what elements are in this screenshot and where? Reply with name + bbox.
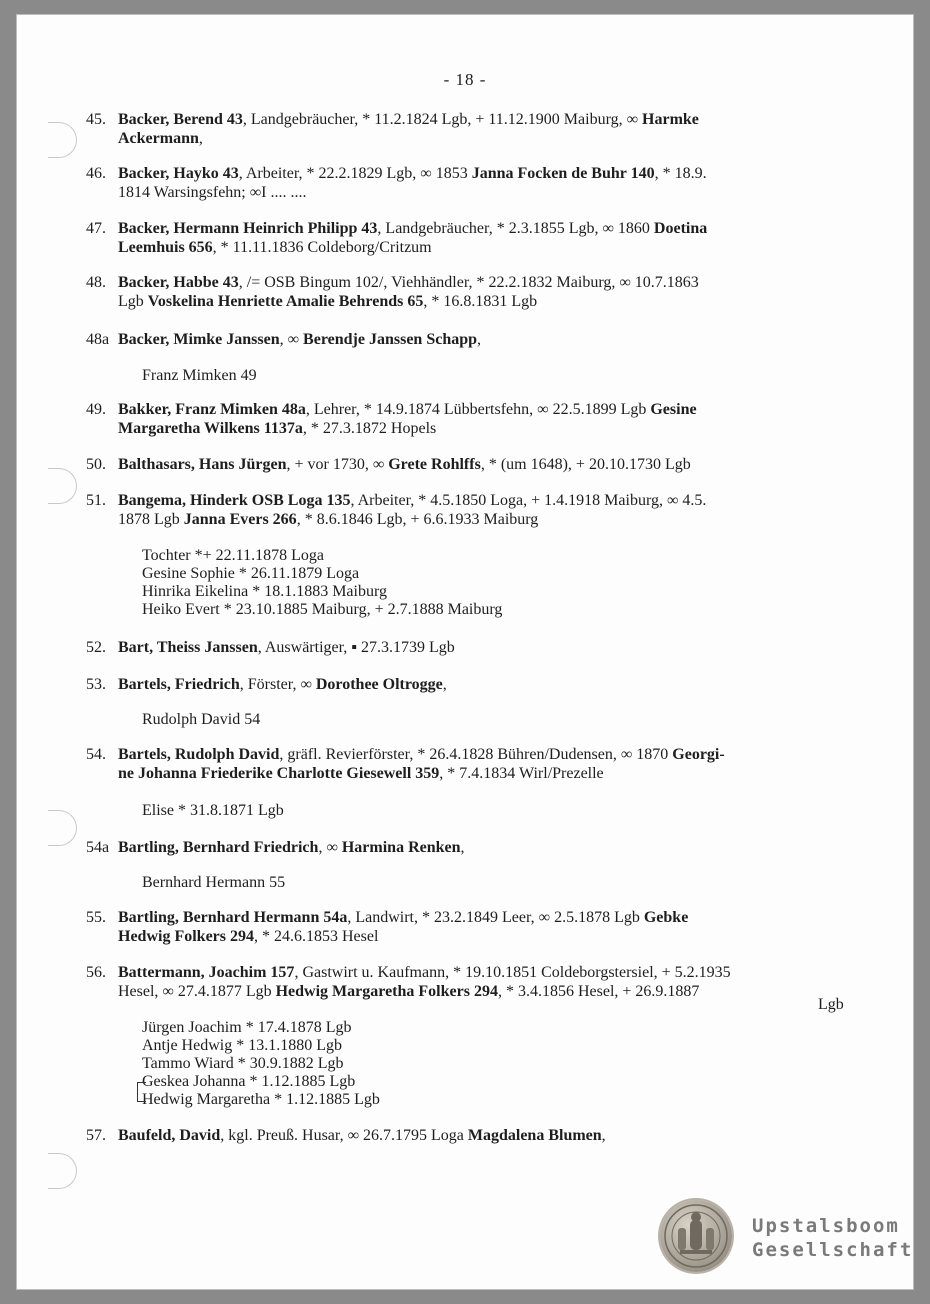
- page-number: - 18 -: [443, 70, 487, 89]
- child-line: Bernhard Hermann 55: [142, 874, 286, 891]
- entry-52: 52. Bart, Theiss Janssen, Auswärtiger, ▪ 27.3.1739 Lgb: [86, 639, 455, 656]
- entry-48a: 48a Backer, Mimke Janssen, ∞ Berendje Janssen Schapp,: [86, 331, 482, 348]
- child-line: Tochter *+ 22.11.1878 Loga: [142, 547, 324, 564]
- entry-49: 49. Bakker, Franz Mimken 48a, Lehrer, * 14.9.1874 Lübbertsfehn, ∞ 22.5.1899 Lgb Gesine Margaretha Wilkens 1137a, * 27.3.1872 Hopels: [86, 401, 697, 437]
- entry-46: 46. Backer, Hayko 43, Arbeiter, * 22.2.1829 Lgb, ∞ 1853 Janna Focken de Buhr 140, * 18.9. 1814 Warsingsfehn; ∞I .... ....: [86, 165, 707, 201]
- society-logo-text: Upstalsboom Gesellschaft: [752, 1215, 914, 1261]
- entry-51: 51. Bangema, Hinderk OSB Loga 135, Arbeiter, * 4.5.1850 Loga, + 1.4.1918 Maiburg, ∞ 4.5. 1878 Lgb Janna Evers 266, * 8.6.1846 Lgb, + 6.6.1933 Maiburg: [86, 492, 707, 528]
- child-line: Rudolph David 54: [142, 711, 261, 728]
- society-seal-icon: [660, 1200, 732, 1272]
- child-line: Elise * 31.8.1871 Lgb: [142, 802, 284, 819]
- children-list: [142, 1019, 380, 1109]
- entry-48: 48. Backer, Habbe 43, /= OSB Bingum 102/, Viehhändler, * 22.2.1832 Maiburg, ∞ 10.7.1863 Lgb Voskelina Henriette Amalie Behrends 65, * 16.8.1831 Lgb: [86, 274, 699, 310]
- child-line: Heiko Evert * 23.10.1885 Maiburg, + 2.7.1888 Maiburg: [142, 601, 503, 618]
- continuation-text: Lgb: [818, 996, 844, 1013]
- child-line: Geskea Johanna * 1.12.1885 Lgb: [142, 1073, 356, 1090]
- twin-bracket: [137, 1082, 146, 1102]
- entry-55: 55. Bartling, Bernhard Hermann 54a, Landwirt, * 23.2.1849 Leer, ∞ 2.5.1878 Lgb Gebke Hedwig Folkers 294, * 24.6.1853 Hesel: [86, 909, 689, 945]
- child-line: Hedwig Margaretha * 1.12.1885 Lgb: [142, 1091, 380, 1108]
- entry-54a: 54a Bartling, Bernhard Friedrich, ∞ Harmina Renken,: [86, 839, 465, 856]
- entry-56: 56. Battermann, Joachim 157, Gastwirt u. Kaufmann, * 19.10.1851 Coldeborgstersiel, + 5.2.1935 Hesel, ∞ 27.4.1877 Lgb Hedwig Margaretha Folkers 294, * 3.4.1856 Hesel, + 26.9.1887: [86, 964, 731, 1000]
- entry-45: 45. Backer, Berend 43, Landgebräucher, * 11.2.1824 Lgb, + 11.12.1900 Maiburg, ∞ Harmke Ackermann,: [86, 111, 699, 147]
- entry-57: 57. Baufeld, David, kgl. Preuß. Husar, ∞ 26.7.1795 Loga Magdalena Blumen,: [86, 1127, 606, 1144]
- entry-53: 53. Bartels, Friedrich, Förster, ∞ Dorothee Oltrogge,: [86, 676, 447, 693]
- children-list: [142, 547, 502, 619]
- child-line: Hinrika Eikelina * 18.1.1883 Maiburg: [142, 583, 387, 600]
- child-line: Antje Hedwig * 13.1.1880 Lgb: [142, 1037, 342, 1054]
- child-line: Gesine Sophie * 26.11.1879 Loga: [142, 565, 360, 582]
- entry-54: 54. Bartels, Rudolph David, gräfl. Revierförster, * 26.4.1828 Bühren/Dudensen, ∞ 1870 Georgi- ne Johanna Friederike Charlotte Giesewell 359, * 7.4.1834 Wirl/Prezelle: [86, 746, 725, 782]
- entry-50: 50. Balthasars, Hans Jürgen, + vor 1730, ∞ Grete Rohlffs, * (um 1648), + 20.10.1730 Lgb: [86, 456, 691, 473]
- child-line: Jürgen Joachim * 17.4.1878 Lgb: [142, 1019, 352, 1036]
- entry-47: 47. Backer, Hermann Heinrich Philipp 43, Landgebräucher, * 2.3.1855 Lgb, ∞ 1860 Doetina Leemhuis 656, * 11.11.1836 Coldeborg/Critzum: [86, 220, 708, 256]
- child-line: Franz Mimken 49: [142, 367, 257, 384]
- child-line: Tammo Wiard * 30.9.1882 Lgb: [142, 1055, 344, 1072]
